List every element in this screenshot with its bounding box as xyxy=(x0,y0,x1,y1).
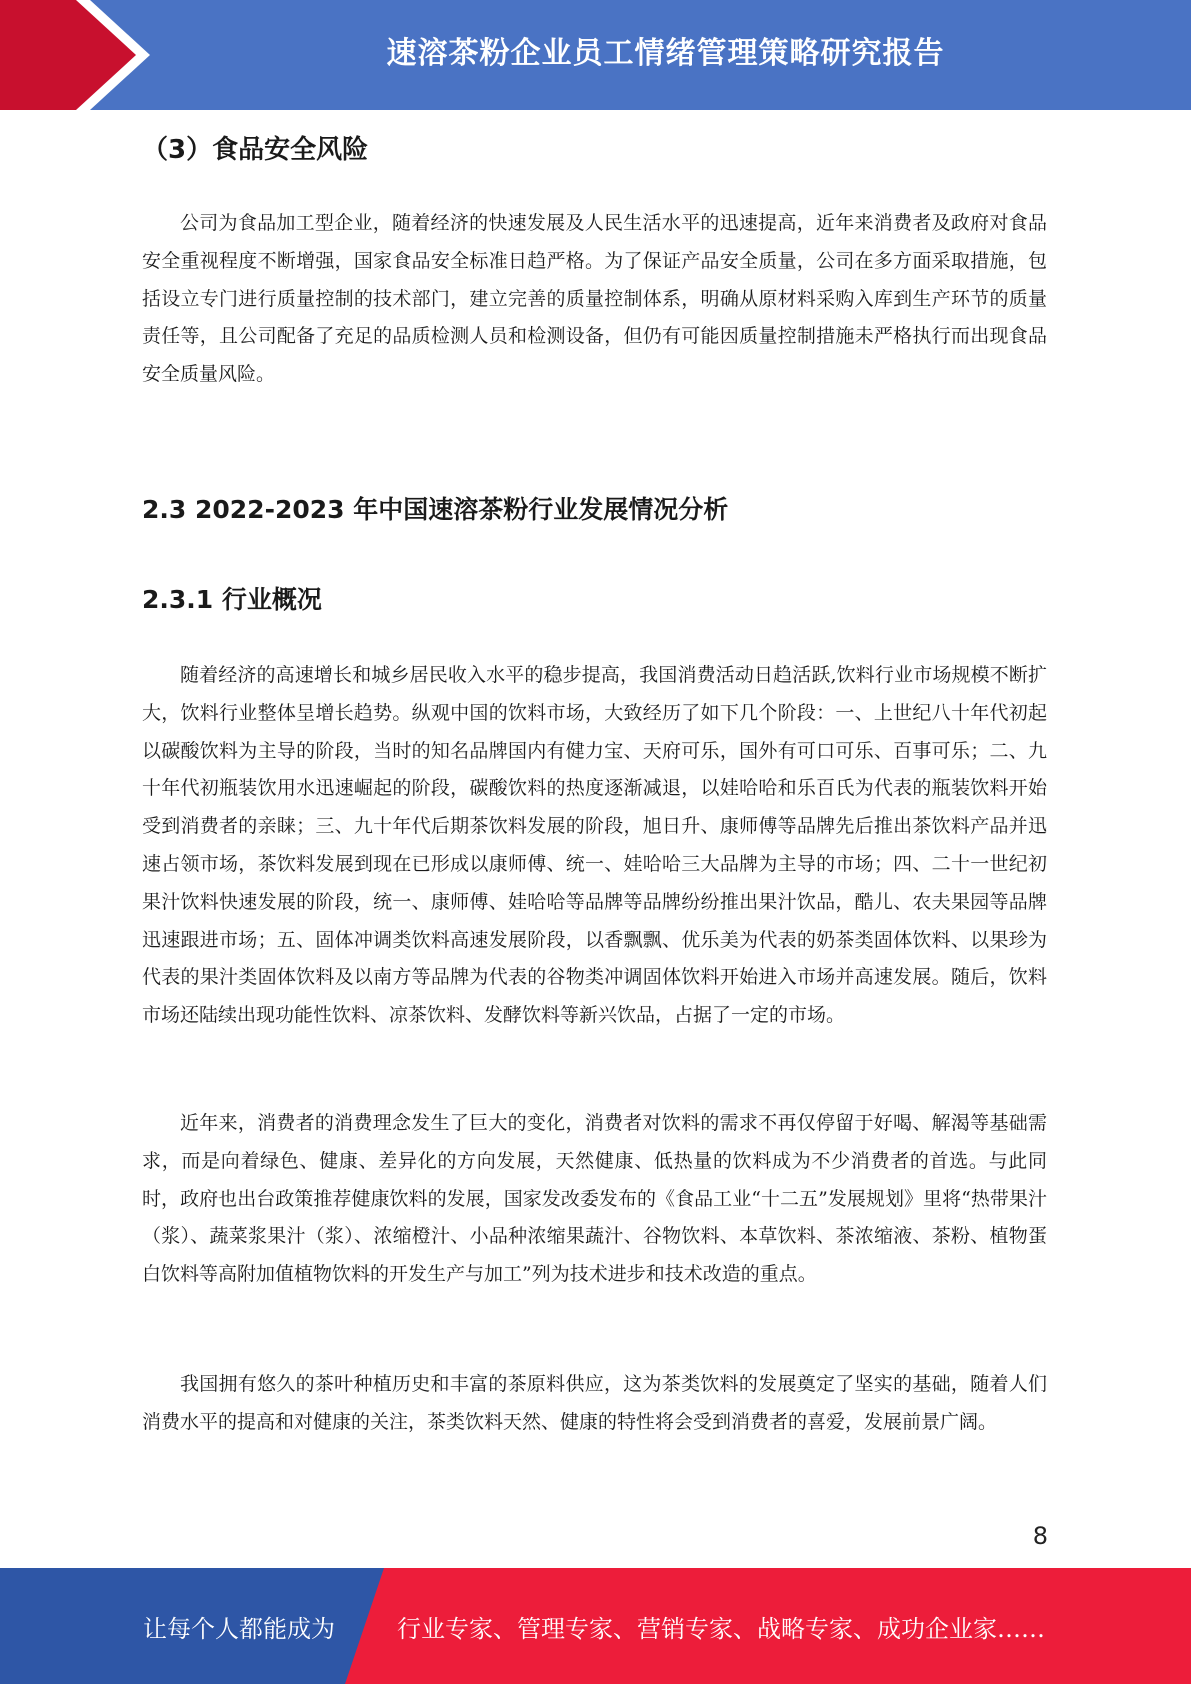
section-2-3-1-heading: 2.3.1 行业概况 xyxy=(142,585,322,614)
page-number: 8 xyxy=(1032,1522,1048,1550)
page-footer xyxy=(0,1568,1191,1684)
chevron-arrow-icon xyxy=(0,0,160,110)
report-title: 速溶茶粉企业员工情绪管理策略研究报告 xyxy=(386,36,945,71)
industry-overview-paragraph-3: 我国拥有悠久的茶叶种植历史和丰富的茶原料供应，这为茶类饮料的发展奠定了坚实的基础，随着人们消费水平的提高和对健康的关注，茶类饮料天然、健康的特性将会受到消费者的喜爱，发展前景广阔。 xyxy=(142,1373,1047,1433)
footer-slogan-right: 行业专家、管理专家、营销专家、战略专家、成功企业家…… xyxy=(397,1614,1045,1643)
footer-slogan-left: 让每个人都能成为 xyxy=(143,1614,335,1643)
section-2-3-heading: 2.3 2022-2023 年中国速溶茶粉行业发展情况分析 xyxy=(142,495,729,524)
food-safety-heading: （3）食品安全风险 xyxy=(142,135,369,165)
industry-overview-paragraph-2: 近年来，消费者的消费理念发生了巨大的变化，消费者对饮料的需求不再仅停留于好喝、解渴等基础需求，而是向着绿色、健康、差异化的方向发展，天然健康、低热量的饮料成为不少消费者的首选。与此同时，政府也出台政策推荐健康饮料的发展，国家发改委发布的《食品工业“十二五”发展规划》里将“热带果汁（浆）、蔬菜浆果汁（浆）、浓缩橙汁、小品种浓缩果蔬汁、谷物饮料、本草饮料、茶浓缩液、茶粉、植物蛋白饮料等高附加值植物饮料的开发生产与加工”列为技术进步和技术改造的重点。 xyxy=(142,1112,1047,1286)
food-safety-paragraph: 公司为食品加工型企业，随着经济的快速发展及人民生活水平的迅速提高，近年来消费者及政府对食品安全重视程度不断增强，国家食品安全标准日趋严格。为了保证产品安全质量，公司在多方面采取措施，包括设立专门进行质量控制的技术部门，建立完善的质量控制体系，明确从原材料采购入库到生产环节的质量责任等，且公司配备了充足的品质检测人员和检测设备，但仍有可能因质量控制措施未严格执行而出现食品安全质量风险。 xyxy=(142,212,1047,386)
page-header xyxy=(0,0,1191,110)
industry-overview-paragraph-1: 随着经济的高速增长和城乡居民收入水平的稳步提高，我国消费活动日趋活跃,饮料行业市场规模不断扩大，饮料行业整体呈增长趋势。纵观中国的饮料市场，大致经历了如下几个阶段：一、上世纪八十年代初起以碳酸饮料为主导的阶段，当时的知名品牌国内有健力宝、天府可乐，国外有可口可乐、百事可乐；二、九十年代初瓶装饮用水迅速崛起的阶段，碳酸饮料的热度逐渐减退，以娃哈哈和乐百氏为代表的瓶装饮料开始受到消费者的亲睐；三、九十年代后期茶饮料发展的阶段，旭日升、康师傅等品牌先后推出茶饮料产品并迅速占领市场，茶饮料发展到现在已形成以康师傅、统一、娃哈哈三大品牌为主导的市场；四、二十一世纪初果汁饮料快速发展的阶段，统一、康师傅、娃哈哈等品牌等品牌纷纷推出果汁饮品，酷儿、农夫果园等品牌迅速跟进市场；五、固体冲调类饮料高速发展阶段，以香飘飘、优乐美为代表的奶茶类固体饮料、以果珍为代表的果汁类固体饮料及以南方等品牌为代表的谷物类冲调固体饮料开始进入市场并高速发展。随后，饮料市场还陆续出现功能性饮料、凉茶饮料、发酵饮料等新兴饮品，占据了一定的市场。 xyxy=(142,664,1047,1027)
